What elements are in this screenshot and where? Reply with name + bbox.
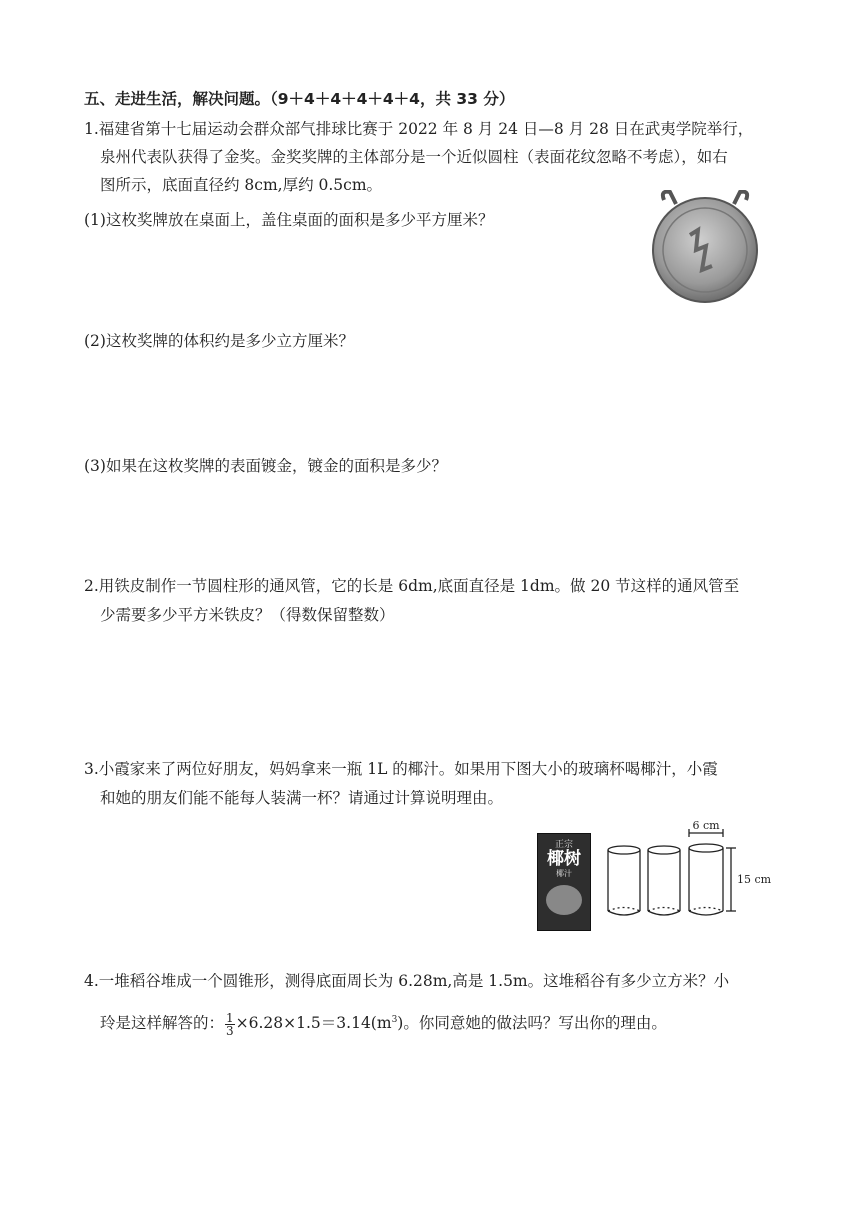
q1-line-2: 泉州代表队获得了金奖。金奖奖牌的主体部分是一个近似圆柱（表面花纹忽略不考虑），如右 — [100, 148, 728, 166]
coconut-box-image — [537, 833, 591, 931]
fraction-denominator: 3 — [226, 1023, 234, 1038]
q2-line-1: 2.用铁皮制作一节圆柱形的通风管，它的长是 6dm,底面直径是 1dm。做 20 节这样的通风管至 — [84, 577, 740, 595]
q1-sub-2: (2)这枚奖牌的体积约是多少立方厘米？ — [84, 332, 354, 350]
q4-line-2 — [100, 1010, 667, 1037]
q1-sub-1: (1)这枚奖牌放在桌面上，盖住桌面的面积是多少平方厘米？ — [84, 211, 494, 229]
q1-line-3: 图所示，底面直径约 8cm,厚约 0.5cm。 — [100, 176, 383, 194]
box-text-main: 椰树 — [547, 849, 581, 869]
width-label: 6 cm — [692, 819, 720, 832]
q4-line-2-prefix: 玲是这样解答的： — [100, 1014, 225, 1033]
q1-sub-3: (3)如果在这枚奖牌的表面镀金，镀金的面积是多少？ — [84, 457, 447, 475]
box-text-sub: 椰汁 — [556, 869, 572, 878]
one-third-fraction — [225, 1012, 235, 1037]
medal-image — [650, 190, 760, 305]
q2-line-2: 少需要多少平方米铁皮？（得数保留整数） — [100, 606, 395, 624]
q4-line-2-expr: ×6.28×1.5＝3.14(m — [235, 1014, 392, 1033]
section-title: 五、走进生活，解决问题。（9＋4＋4＋4＋4＋4，共 33 分） — [84, 90, 515, 108]
q1-line-1: 1.福建省第十七届运动会群众部气排球比赛于 2022 年 8 月 24 日—8 月 28 日在武夷学院举行， — [84, 120, 754, 138]
q4-line-2-suffix: )。你同意她的做法吗？写出你的理由。 — [397, 1014, 667, 1033]
box-text-top: 正宗 — [554, 840, 573, 850]
q3-line-2: 和她的朋友们能不能每人装满一杯？请通过计算说明理由。 — [100, 789, 504, 807]
glass-cups-figure — [600, 815, 785, 927]
q3-line-1: 3.小霞家来了两位好朋友，妈妈拿来一瓶 1L 的椰汁。如果用下图大小的玻璃杯喝椰汁，小霞 — [84, 760, 718, 778]
cubic-superscript: 3 — [391, 1015, 398, 1025]
height-label: 15 cm — [737, 873, 772, 886]
fraction-numerator: 1 — [226, 1010, 234, 1025]
q4-line-1: 4.一堆稻谷堆成一个圆锥形，测得底面周长为 6.28m,高是 1.5m。这堆稻谷有多少立方米？小 — [84, 972, 730, 990]
